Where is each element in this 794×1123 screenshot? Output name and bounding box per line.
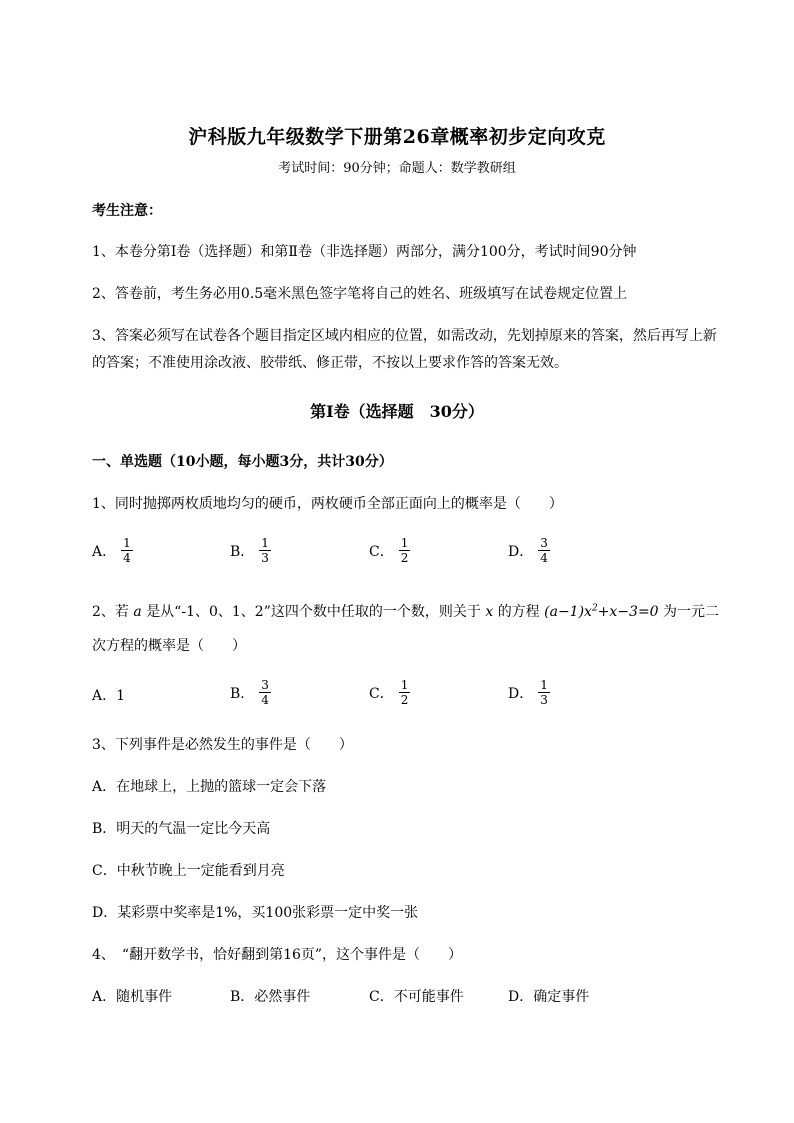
fraction xyxy=(538,536,550,565)
stem-text: 为一元二 xyxy=(663,604,720,620)
exam-subtitle: 考试时间：90分钟；命题人：数学教研组 xyxy=(278,161,516,176)
notice-item-1: 1、本卷分第I卷（选择题）和第Ⅱ卷（非选择题）两部分，满分100分，考试时间90分钟 xyxy=(92,244,637,260)
fraction xyxy=(259,678,271,707)
option-label: D． xyxy=(508,685,534,702)
denominator: 3 xyxy=(261,551,269,565)
question-2-option-d xyxy=(508,678,550,707)
part-heading: 一、单选题（10小题，每小题3分，共计30分） xyxy=(92,454,393,470)
question-3-option-c: C．中秋节晚上一定能看到月亮 xyxy=(92,863,285,879)
question-1-option-b xyxy=(230,536,271,565)
denominator: 4 xyxy=(540,551,548,565)
question-3-stem: 3、下列事件是必然发生的事件是（ ） xyxy=(92,737,353,753)
fraction xyxy=(399,678,411,707)
option-label: A．1 xyxy=(92,688,126,704)
question-2-option-a xyxy=(92,685,125,705)
stem-text: 的方程 xyxy=(497,604,540,620)
option-label: C． xyxy=(369,685,394,702)
question-2-option-c xyxy=(369,678,410,707)
option-label: A． xyxy=(92,543,117,560)
notice-heading: 考生注意： xyxy=(92,203,162,219)
question-2-stem-line-1 xyxy=(92,601,719,621)
numerator: 1 xyxy=(400,678,409,692)
option-label: C． xyxy=(369,543,394,560)
option-label: B． xyxy=(230,543,255,560)
notice-item-3-line-2: 的答案；不准使用涂改液、胶带纸、修正带，不按以上要求作答的答案无效。 xyxy=(92,355,568,371)
variable-a: a xyxy=(133,604,142,620)
denominator: 3 xyxy=(540,693,548,707)
equation-main: (a−1)x xyxy=(544,604,592,620)
question-2-stem-line-2: 次方程的概率是（ ） xyxy=(92,638,246,654)
question-3-option-a: A．在地球上，上抛的篮球一定会下落 xyxy=(92,779,327,795)
fraction xyxy=(259,536,271,565)
numerator: 1 xyxy=(123,536,131,550)
variable-x: x xyxy=(485,604,494,620)
equation-exponent: 2 xyxy=(591,603,598,614)
question-4-option-b: B．必然事件 xyxy=(230,989,311,1005)
stem-text: 是从“-1、0、1、2”这四个数中任取的一个数，则关于 xyxy=(146,604,481,620)
question-3-option-b: B．明天的气温一定比今天高 xyxy=(92,821,271,837)
equation xyxy=(544,604,658,620)
numerator: 1 xyxy=(261,536,269,550)
question-4-option-a: A．随机事件 xyxy=(92,989,173,1005)
fraction xyxy=(121,536,133,565)
question-4-option-c: C．不可能事件 xyxy=(369,989,464,1005)
denominator: 4 xyxy=(261,693,269,707)
stem-text: 2、若 xyxy=(92,604,129,620)
notice-item-3-line-1: 3、答案必须写在试卷各个题目指定区域内相应的位置，如需改动，先划掉原来的答案，然后再写上新 xyxy=(92,328,717,344)
equation-tail: +x−3=0 xyxy=(597,604,659,620)
question-1-option-a xyxy=(92,536,133,565)
numerator: 3 xyxy=(261,678,269,692)
denominator: 2 xyxy=(400,551,409,565)
question-2-option-b xyxy=(230,678,271,707)
question-4-option-d: D．确定事件 xyxy=(508,989,590,1005)
fraction xyxy=(399,536,411,565)
notice-item-2: 2、答卷前，考生务必用0.5毫米黑色签字笔将自己的姓名、班级填写在试卷规定位置上 xyxy=(92,286,628,302)
question-1-stem: 1、同时抛掷两枚质地均匀的硬币，两枚硬币全部正面向上的概率是（ ） xyxy=(92,496,563,512)
question-1-option-c xyxy=(369,536,410,565)
numerator: 1 xyxy=(540,678,548,692)
numerator: 3 xyxy=(540,536,548,550)
denominator: 4 xyxy=(123,551,131,565)
question-4-stem: 4、 “翻开数学书，恰好翻到第16页”，这个事件是（ ） xyxy=(92,947,463,963)
exam-title: 沪科版九年级数学下册第26章概率初步定向攻克 xyxy=(188,126,606,148)
question-3-option-d: D．某彩票中奖率是1%，买100张彩票一定中奖一张 xyxy=(92,905,419,921)
section-title: 第I卷（选择题 30分） xyxy=(310,402,484,421)
fraction xyxy=(538,678,550,707)
option-label: D． xyxy=(508,543,534,560)
question-1-option-d xyxy=(508,536,550,565)
option-label: B． xyxy=(230,685,255,702)
numerator: 1 xyxy=(400,536,409,550)
denominator: 2 xyxy=(400,693,409,707)
